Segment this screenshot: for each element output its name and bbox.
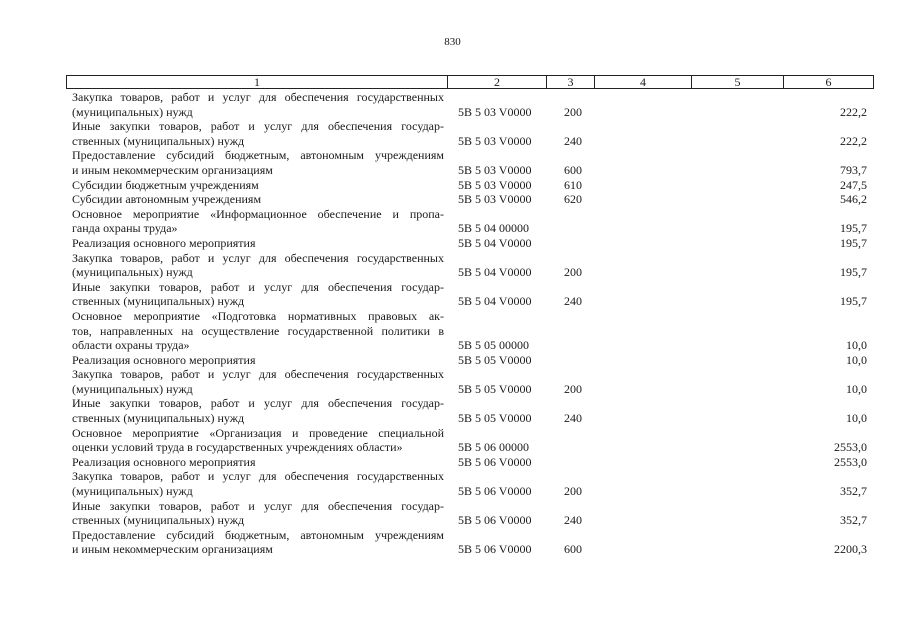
description-line: ственных (муниципальных) нужд	[72, 294, 245, 309]
row-expense-type: 600	[564, 162, 582, 177]
row-expense-type: 620	[564, 192, 582, 207]
description-line: (муниципальных) нужд	[72, 381, 193, 396]
row-code: 5B 5 05 00000	[458, 338, 530, 353]
description-line: Основное мероприятие «Подготовка нормативных правовых ак-	[72, 308, 444, 323]
row-amount: 10,0	[846, 338, 867, 353]
description-line: и иным некоммерческим организациям	[72, 542, 273, 557]
description-line: Основное мероприятие «Организация и проведение специальной	[72, 425, 444, 440]
table-row	[0, 499, 905, 528]
description-line: Субсидии автономным учреждениям	[72, 192, 262, 207]
row-amount: 2553,0	[834, 440, 867, 455]
row-code: 5B 5 06 00000	[458, 440, 530, 455]
header-col-1: 1	[67, 76, 448, 88]
description-line: Основное мероприятие «Информационное обеспечение и пропа-	[72, 206, 444, 221]
table-row	[0, 280, 905, 309]
description-line: Иные закупки товаров, работ и услуг для обеспечения государ-	[72, 498, 444, 513]
description-line: Иные закупки товаров, работ и услуг для обеспечения государ-	[72, 396, 444, 411]
row-code: 5B 5 06 V0000	[458, 542, 532, 557]
row-code: 5B 5 04 V0000	[458, 294, 532, 309]
row-amount: 352,7	[840, 513, 867, 528]
header-col-3: 3	[547, 76, 595, 88]
table-row	[0, 309, 905, 353]
description-line: Закупка товаров, работ и услуг для обеспечения государственных	[72, 469, 444, 484]
row-amount: 2200,3	[834, 542, 867, 557]
row-expense-type: 240	[564, 513, 582, 528]
row-description	[72, 178, 444, 193]
row-description	[72, 280, 444, 309]
row-amount: 10,0	[846, 411, 867, 426]
description-line: (муниципальных) нужд	[72, 265, 193, 280]
row-description	[72, 455, 444, 470]
description-line: области охраны труда»	[72, 338, 190, 353]
row-amount: 195,7	[840, 294, 867, 309]
description-line: Субсидии бюджетным учреждениям	[72, 177, 259, 192]
row-code: 5B 5 04 V0000	[458, 265, 532, 280]
row-amount: 352,7	[840, 484, 867, 499]
row-amount: 195,7	[840, 221, 867, 236]
header-col-6: 6	[825, 75, 832, 89]
table-row	[0, 251, 905, 280]
row-code: 5B 5 03 V0000	[458, 104, 532, 119]
table-row	[0, 455, 905, 470]
table-body	[0, 90, 905, 557]
row-code: 5B 5 03 V0000	[458, 192, 532, 207]
row-code: 5B 5 04 V0000	[458, 235, 532, 250]
header-col-4: 4	[595, 76, 692, 88]
row-description	[72, 148, 444, 177]
description-line: оценки условий труда в государственных учреждениях области»	[72, 440, 403, 455]
description-line: тов, направленных на осуществление государственной политики в	[72, 323, 444, 338]
row-amount: 10,0	[846, 352, 867, 367]
row-expense-type: 200	[564, 381, 582, 396]
row-expense-type: 610	[564, 177, 582, 192]
row-description	[72, 236, 444, 251]
row-description	[72, 309, 444, 353]
table-row	[0, 236, 905, 251]
table-row	[0, 469, 905, 498]
row-code: 5B 5 03 V0000	[458, 162, 532, 177]
row-amount: 546,2	[840, 192, 867, 207]
row-code: 5B 5 05 V0000	[458, 381, 532, 396]
table-row	[0, 90, 905, 119]
row-description	[72, 528, 444, 557]
table-row	[0, 353, 905, 368]
description-line: ганда охраны труда»	[72, 221, 178, 236]
row-code: 5B 5 06 V0000	[458, 484, 532, 499]
row-code: 5B 5 06 V0000	[458, 513, 532, 528]
description-line: Предоставление субсидий бюджетным, автономным учреждениям	[72, 527, 444, 542]
table-row	[0, 426, 905, 455]
header-col-2: 2	[448, 76, 547, 88]
row-description	[72, 426, 444, 455]
row-expense-type: 240	[564, 294, 582, 309]
table-row	[0, 396, 905, 425]
row-code: 5B 5 04 00000	[458, 221, 530, 236]
description-line: Реализация основного мероприятия	[72, 235, 256, 250]
row-amount: 195,7	[840, 265, 867, 280]
row-amount: 793,7	[840, 162, 867, 177]
row-amount: 222,2	[840, 133, 867, 148]
page-number: 830	[444, 36, 461, 48]
description-line: (муниципальных) нужд	[72, 484, 193, 499]
row-description	[72, 353, 444, 368]
table-row	[0, 148, 905, 177]
table-row	[0, 192, 905, 207]
row-expense-type: 200	[564, 484, 582, 499]
description-line: (муниципальных) нужд	[72, 104, 193, 119]
table-row	[0, 178, 905, 193]
description-line: Закупка товаров, работ и услуг для обеспечения государственных	[72, 250, 444, 265]
description-line: и иным некоммерческим организациям	[72, 162, 273, 177]
row-description	[72, 396, 444, 425]
description-line: Иные закупки товаров, работ и услуг для обеспечения государ-	[72, 119, 444, 134]
description-line: Закупка товаров, работ и услуг для обеспечения государственных	[72, 367, 444, 382]
table-header	[66, 75, 874, 89]
description-line: ственных (муниципальных) нужд	[72, 133, 245, 148]
row-expense-type: 200	[564, 104, 582, 119]
description-line: ственных (муниципальных) нужд	[72, 513, 245, 528]
description-line: Предоставление субсидий бюджетным, автономным учреждениям	[72, 148, 444, 163]
row-description	[72, 499, 444, 528]
row-code: 5B 5 06 V0000	[458, 454, 532, 469]
table-row	[0, 367, 905, 396]
row-description	[72, 469, 444, 498]
table-row	[0, 528, 905, 557]
table-row	[0, 207, 905, 236]
row-description	[72, 119, 444, 148]
row-code: 5B 5 03 V0000	[458, 133, 532, 148]
row-amount: 195,7	[840, 235, 867, 250]
row-amount: 10,0	[846, 381, 867, 396]
row-description	[72, 251, 444, 280]
row-code: 5B 5 03 V0000	[458, 177, 532, 192]
row-code: 5B 5 05 V0000	[458, 352, 532, 367]
row-description	[72, 367, 444, 396]
row-expense-type: 240	[564, 133, 582, 148]
row-description	[72, 90, 444, 119]
row-expense-type: 200	[564, 265, 582, 280]
row-expense-type: 600	[564, 542, 582, 557]
row-amount: 2553,0	[834, 454, 867, 469]
description-line: Закупка товаров, работ и услуг для обеспечения государственных	[72, 90, 444, 104]
description-line: Реализация основного мероприятия	[72, 352, 256, 367]
description-line: Иные закупки товаров, работ и услуг для обеспечения государ-	[72, 279, 444, 294]
description-line: ственных (муниципальных) нужд	[72, 411, 245, 426]
description-line: Реализация основного мероприятия	[72, 454, 256, 469]
row-description	[72, 192, 444, 207]
header-col-5: 5	[692, 76, 784, 88]
row-description	[72, 207, 444, 236]
row-amount: 222,2	[840, 104, 867, 119]
row-amount: 247,5	[840, 177, 867, 192]
row-code: 5B 5 05 V0000	[458, 411, 532, 426]
table-row	[0, 119, 905, 148]
row-expense-type: 240	[564, 411, 582, 426]
